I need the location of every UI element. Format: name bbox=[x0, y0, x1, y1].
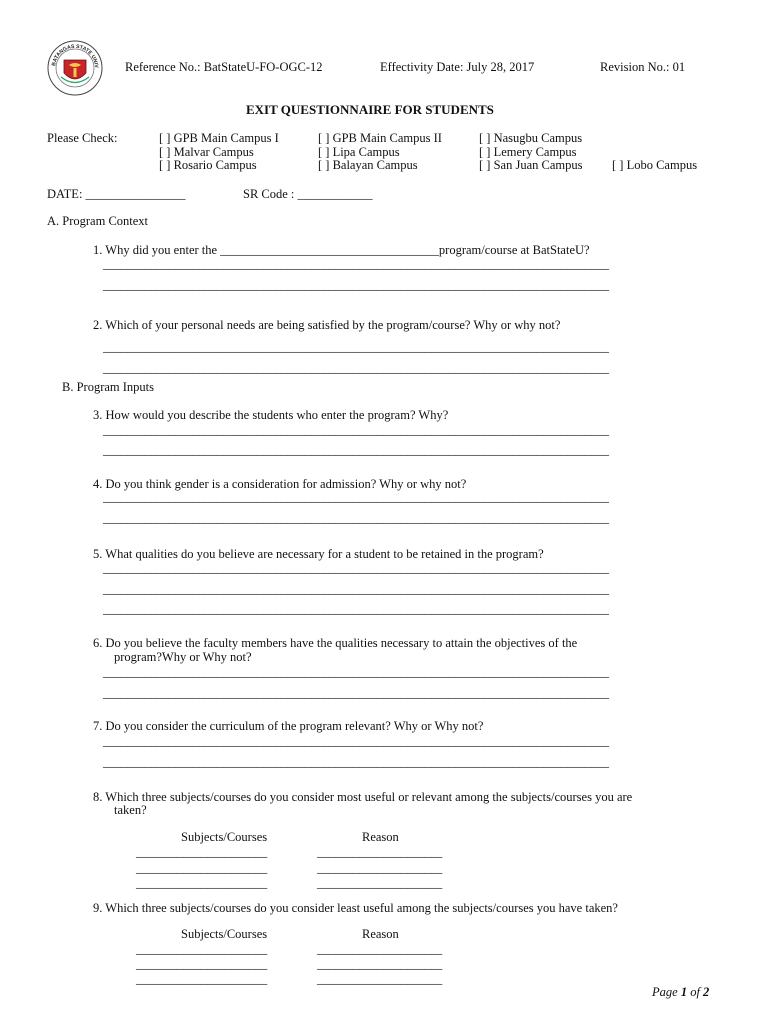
revision-number: Revision No.: 01 bbox=[600, 60, 686, 74]
date-field[interactable]: DATE: ________________ bbox=[47, 187, 186, 201]
question-6-continued: program?Why or Why not? bbox=[114, 650, 252, 664]
question-6: 6. Do you believe the faculty members have the qualities necessary to attain the objectives of the bbox=[93, 636, 578, 650]
reason-blank[interactable]: _____________________ bbox=[317, 845, 442, 859]
reason-header: Reason bbox=[362, 927, 399, 941]
effectivity-date: Effectivity Date: July 28, 2017 bbox=[380, 60, 535, 74]
question-8: 8. Which three subjects/courses do you consider most useful or relevant among the subjects/courses you are bbox=[93, 790, 633, 804]
reference-number: Reference No.: BatStateU-FO-OGC-12 bbox=[125, 60, 323, 74]
section-a-heading: A. Program Context bbox=[47, 214, 149, 228]
please-check-label: Please Check: bbox=[47, 131, 118, 145]
university-seal-logo bbox=[47, 40, 103, 96]
answer-line[interactable]: _____________________________________________________________________________________ bbox=[103, 257, 609, 271]
question-2: 2. Which of your personal needs are being satisfied by the program/course? Why or why not? bbox=[93, 318, 561, 332]
question-9: 9. Which three subjects/courses do you consider least useful among the subjects/courses you have taken? bbox=[93, 901, 618, 915]
subject-blank[interactable]: ______________________ bbox=[136, 845, 267, 859]
section-b-heading: B. Program Inputs bbox=[62, 380, 155, 394]
answer-line[interactable]: _____________________________________________________________________________________ bbox=[103, 665, 609, 679]
form-title: EXIT QUESTIONNAIRE FOR STUDENTS bbox=[246, 102, 494, 117]
campus-option[interactable]: [ ] Lemery Campus bbox=[479, 145, 577, 159]
campus-option[interactable]: [ ] GPB Main Campus I bbox=[159, 131, 279, 145]
reason-blank[interactable]: _____________________ bbox=[317, 861, 442, 875]
answer-line[interactable]: _____________________________________________________________________________________ bbox=[103, 511, 609, 525]
subject-blank[interactable]: ______________________ bbox=[136, 861, 267, 875]
subject-blank[interactable]: ______________________ bbox=[136, 957, 267, 971]
page-of: of bbox=[690, 985, 700, 999]
answer-line[interactable]: _____________________________________________________________________________________ bbox=[103, 361, 609, 375]
question-7: 7. Do you consider the curriculum of the program relevant? Why or Why not? bbox=[93, 719, 484, 733]
reason-blank[interactable]: _____________________ bbox=[317, 972, 442, 986]
answer-line[interactable]: _____________________________________________________________________________________ bbox=[103, 490, 609, 504]
answer-line[interactable]: _____________________________________________________________________________________ bbox=[103, 423, 609, 437]
svg-text:BATANGAS STATE UNIVERSITY: BATANGAS STATE UNIV bbox=[51, 43, 100, 69]
subject-blank[interactable]: ______________________ bbox=[136, 876, 267, 890]
question-4: 4. Do you think gender is a consideration for admission? Why or why not? bbox=[93, 477, 467, 491]
page-indicator bbox=[652, 985, 709, 1000]
question-1: 1. Why did you enter the ___________________________________program/course at BatStateU? bbox=[93, 243, 590, 257]
question-3: 3. How would you describe the students who enter the program? Why? bbox=[93, 408, 449, 422]
answer-line[interactable]: _____________________________________________________________________________________ bbox=[103, 734, 609, 748]
page-number: 1 bbox=[680, 985, 688, 999]
question-8-continued: taken? bbox=[114, 803, 147, 817]
answer-line[interactable]: _____________________________________________________________________________________ bbox=[103, 443, 609, 457]
campus-option[interactable]: [ ] Balayan Campus bbox=[318, 158, 418, 172]
reason-header: Reason bbox=[362, 830, 399, 844]
question-5: 5. What qualities do you believe are necessary for a student to be retained in the program? bbox=[93, 547, 544, 561]
subjects-header: Subjects/Courses bbox=[181, 830, 268, 844]
answer-line[interactable]: _____________________________________________________________________________________ bbox=[103, 561, 609, 575]
answer-line[interactable]: _____________________________________________________________________________________ bbox=[103, 686, 609, 700]
page-total: 2 bbox=[703, 985, 710, 999]
campus-option[interactable]: [ ] Lobo Campus bbox=[612, 158, 698, 172]
reason-blank[interactable]: _____________________ bbox=[317, 876, 442, 890]
reason-blank[interactable]: _____________________ bbox=[317, 942, 442, 956]
reason-blank[interactable]: _____________________ bbox=[317, 957, 442, 971]
answer-line[interactable]: _____________________________________________________________________________________ bbox=[103, 340, 609, 354]
answer-line[interactable]: _____________________________________________________________________________________ bbox=[103, 278, 609, 292]
campus-option[interactable]: [ ] GPB Main Campus II bbox=[318, 131, 442, 145]
campus-option[interactable]: [ ] San Juan Campus bbox=[479, 158, 583, 172]
subjects-header: Subjects/Courses bbox=[181, 927, 268, 941]
campus-option[interactable]: [ ] Malvar Campus bbox=[159, 145, 254, 159]
sr-code-field[interactable]: SR Code : ____________ bbox=[243, 187, 373, 201]
subject-blank[interactable]: ______________________ bbox=[136, 942, 267, 956]
answer-line[interactable]: _____________________________________________________________________________________ bbox=[103, 755, 609, 769]
subject-blank[interactable]: ______________________ bbox=[136, 972, 267, 986]
answer-line[interactable]: _____________________________________________________________________________________ bbox=[103, 582, 609, 596]
campus-option[interactable]: [ ] Rosario Campus bbox=[159, 158, 257, 172]
page-label: Page bbox=[652, 985, 678, 999]
answer-line[interactable]: _____________________________________________________________________________________ bbox=[103, 602, 609, 616]
campus-option[interactable]: [ ] Nasugbu Campus bbox=[479, 131, 583, 145]
campus-option[interactable]: [ ] Lipa Campus bbox=[318, 145, 400, 159]
